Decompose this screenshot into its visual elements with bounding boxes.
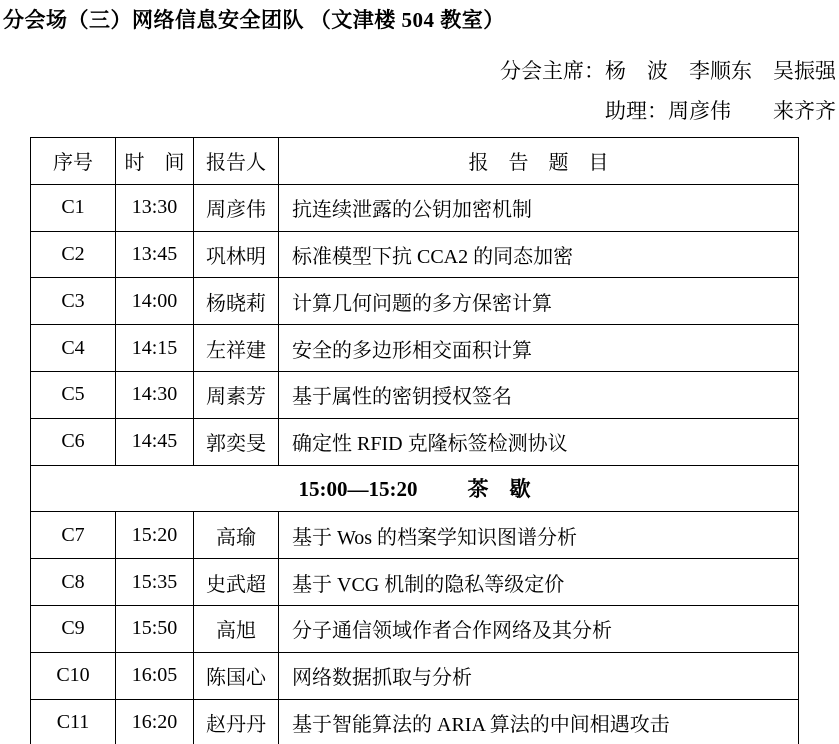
row-id-cell: C1: [31, 184, 116, 231]
row-speaker-cell: 高瑜: [194, 512, 279, 559]
row-id-cell: C11: [31, 699, 116, 744]
page-title: 分会场（三）网络信息安全团队 （文津楼 504 教室）: [3, 8, 505, 32]
row-id-cell: C10: [31, 652, 116, 699]
row-id-cell: C7: [31, 512, 116, 559]
col-header-time: 时 间: [116, 138, 194, 185]
row-speaker-cell: 巩林明: [194, 231, 279, 278]
schedule-row: [31, 231, 799, 278]
row-time-cell: 15:35: [116, 559, 194, 606]
schedule-row: [31, 652, 799, 699]
row-time-cell: 16:05: [116, 652, 194, 699]
row-time-cell: 13:30: [116, 184, 194, 231]
row-title-cell: 基于 Wos 的档案学知识图谱分析: [279, 512, 799, 559]
session-chairs-line: 分会主席：杨 波 李顺东 吴振强: [500, 59, 836, 83]
break-row: [31, 465, 799, 512]
row-speaker-cell: 郭奕旻: [194, 418, 279, 465]
schedule-row: [31, 325, 799, 372]
row-speaker-cell: 周彦伟: [194, 184, 279, 231]
session-assistants-line: 助理：周彦伟 来齐齐: [605, 99, 836, 123]
row-time-cell: 16:20: [116, 699, 194, 744]
break-cell: [31, 465, 799, 512]
row-time-cell: 14:45: [116, 418, 194, 465]
row-speaker-cell: 陈国心: [194, 652, 279, 699]
col-header-speaker: 报告人: [194, 138, 279, 185]
row-id-cell: C8: [31, 559, 116, 606]
break-time-range: 15:00—15:20: [298, 477, 418, 502]
break-label: 茶 歇: [467, 477, 531, 502]
schedule-row: [31, 699, 799, 744]
row-time-cell: 14:15: [116, 325, 194, 372]
row-time-cell: 15:20: [116, 512, 194, 559]
row-title-cell: 确定性 RFID 克隆标签检测协议: [279, 418, 799, 465]
schedule-header-row: [31, 138, 799, 185]
row-title-cell: 网络数据抓取与分析: [279, 652, 799, 699]
row-title-cell: 抗连续泄露的公钥加密机制: [279, 184, 799, 231]
row-speaker-cell: 史武超: [194, 559, 279, 606]
row-id-cell: C3: [31, 278, 116, 325]
row-title-cell: 基于属性的密钥授权签名: [279, 371, 799, 418]
schedule-row: [31, 418, 799, 465]
row-title-cell: 安全的多边形相交面积计算: [279, 325, 799, 372]
row-time-cell: 14:30: [116, 371, 194, 418]
schedule-row: [31, 278, 799, 325]
row-id-cell: C4: [31, 325, 116, 372]
row-id-cell: C6: [31, 418, 116, 465]
schedule-row: [31, 371, 799, 418]
row-speaker-cell: 左祥建: [194, 325, 279, 372]
row-title-cell: 标准模型下抗 CCA2 的同态加密: [279, 231, 799, 278]
row-title-cell: 基于智能算法的 ARIA 算法的中间相遇攻击: [279, 699, 799, 744]
row-title-cell: 基于 VCG 机制的隐私等级定价: [279, 559, 799, 606]
row-speaker-cell: 高旭: [194, 605, 279, 652]
row-title-cell: 计算几何问题的多方保密计算: [279, 278, 799, 325]
row-id-cell: C9: [31, 605, 116, 652]
schedule-table: [30, 137, 799, 744]
row-speaker-cell: 杨晓莉: [194, 278, 279, 325]
row-title-cell: 分子通信领域作者合作网络及其分析: [279, 605, 799, 652]
row-time-cell: 13:45: [116, 231, 194, 278]
col-header-topic: 报 告 题 目: [279, 138, 799, 185]
row-time-cell: 15:50: [116, 605, 194, 652]
col-header-index: 序号: [31, 138, 116, 185]
schedule-row: [31, 184, 799, 231]
row-speaker-cell: 赵丹丹: [194, 699, 279, 744]
row-time-cell: 14:00: [116, 278, 194, 325]
row-id-cell: C5: [31, 371, 116, 418]
schedule-row: [31, 605, 799, 652]
row-speaker-cell: 周素芳: [194, 371, 279, 418]
schedule-row: [31, 512, 799, 559]
schedule-row: [31, 559, 799, 606]
row-id-cell: C2: [31, 231, 116, 278]
